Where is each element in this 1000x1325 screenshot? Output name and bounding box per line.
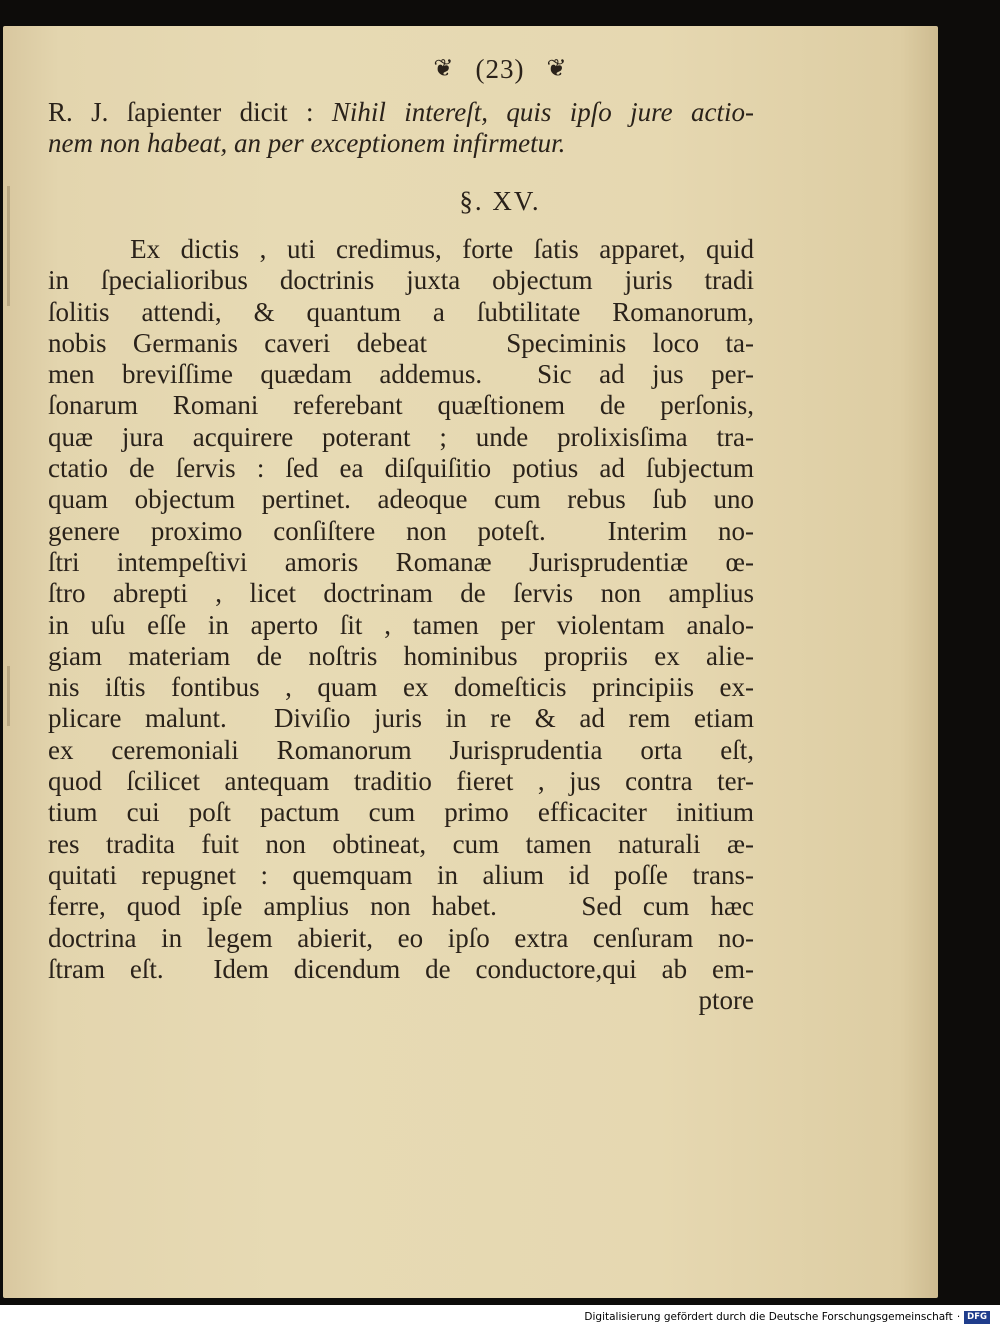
top-text-block — [48, 97, 754, 160]
footer-credit-text: Digitalisierung gefördert durch die Deutsche Forschungsgemeinschaft — [584, 1311, 953, 1323]
text-line: ſolitis attendi, & quantum a ſubtilitate Romanorum, — [48, 296, 754, 327]
text-line: ex ceremoniali Romanorum Jurisprudentia orta eſt, — [48, 734, 754, 765]
text-line: quitati repugnet : quemquam in alium id poſſe trans- — [48, 859, 754, 890]
text-line — [48, 128, 754, 159]
page-number: (23) — [475, 54, 525, 84]
text-line: genere proximo conſiſtere non poteſt. Interim no- — [48, 515, 754, 546]
text-line: giam materiam de noſtris hominibus propriis ex alie- — [48, 640, 754, 671]
text-line: ferre, quod ipſe amplius non habet. Sed cum hæc — [48, 891, 754, 922]
text-line: quæ jura acquirere poterant ; unde prolixisſima tra- — [48, 421, 754, 452]
fleuron-right-icon: ❦ — [546, 56, 567, 82]
text-line: ſonarum Romani referebant quæſtionem de perſonis, — [48, 390, 754, 421]
text-line: ſtri intempeſtivi amoris Romanæ Jurisprudentiæ œ- — [48, 546, 754, 577]
footer-separator: · — [956, 1311, 961, 1323]
text-line: quam objectum pertinet. adeoque cum rebus ſub uno — [48, 484, 754, 515]
text-line: men breviſſime quædam addemus. Sic ad jus per- — [48, 359, 754, 390]
section-heading: §. XV. — [459, 186, 541, 216]
text-line: res tradita fuit non obtineat, cum tamen naturali æ- — [48, 828, 754, 859]
text-line: in ſpecialioribus doctrinis juxta objectum juris tradi — [48, 265, 754, 296]
text-line: in uſu eſſe in aperto ſit , tamen per violentam analo- — [48, 609, 754, 640]
catchword: ptore — [698, 985, 754, 1016]
italic-segment: nem non habeat, an per exceptionem infirmetur. — [48, 128, 566, 159]
text-line: plicare malunt. Diviſio juris in re & ad rem etiam — [48, 703, 754, 734]
text-line: Ex dictis , uti credimus, forte ſatis apparet, quid — [48, 234, 754, 264]
text-line: ctatio de ſervis : ſed ea diſquiſitio potius ad ſubjectum — [48, 453, 754, 484]
text-line: ſtro abrepti , licet doctrinam de ſervis non amplius — [48, 578, 754, 609]
text-line: nis iſtis fontibus , quam ex domeſticis principiis ex- — [48, 672, 754, 703]
italic-segment: Nihil intereſt, quis ipſo jure actio- — [331, 97, 754, 127]
paragraph-text-block — [48, 234, 754, 1016]
text-line: quod ſcilicet antequam traditio fieret , jus contra ter- — [48, 766, 754, 797]
text-line: nobis Germanis caveri debeat Speciminis loco ta- — [48, 327, 754, 358]
text-line — [48, 97, 754, 128]
text-line: doctrina in legem abierit, eo ipſo extra cenſuram no- — [48, 922, 754, 953]
dfg-logo: DFG — [964, 1311, 990, 1324]
page-header — [0, 54, 1000, 85]
footer-credit — [584, 1309, 990, 1325]
fleuron-left-icon: ❦ — [433, 56, 454, 82]
roman-segment: R. J. ſapienter dicit : — [48, 97, 332, 127]
text-line: tium cui poſt pactum cum primo efficaciter initium — [48, 797, 754, 828]
page-edge-mark — [7, 666, 10, 726]
text-line: ſtram eſt. Idem dicendum de conductore,qui ab em- — [48, 953, 754, 984]
